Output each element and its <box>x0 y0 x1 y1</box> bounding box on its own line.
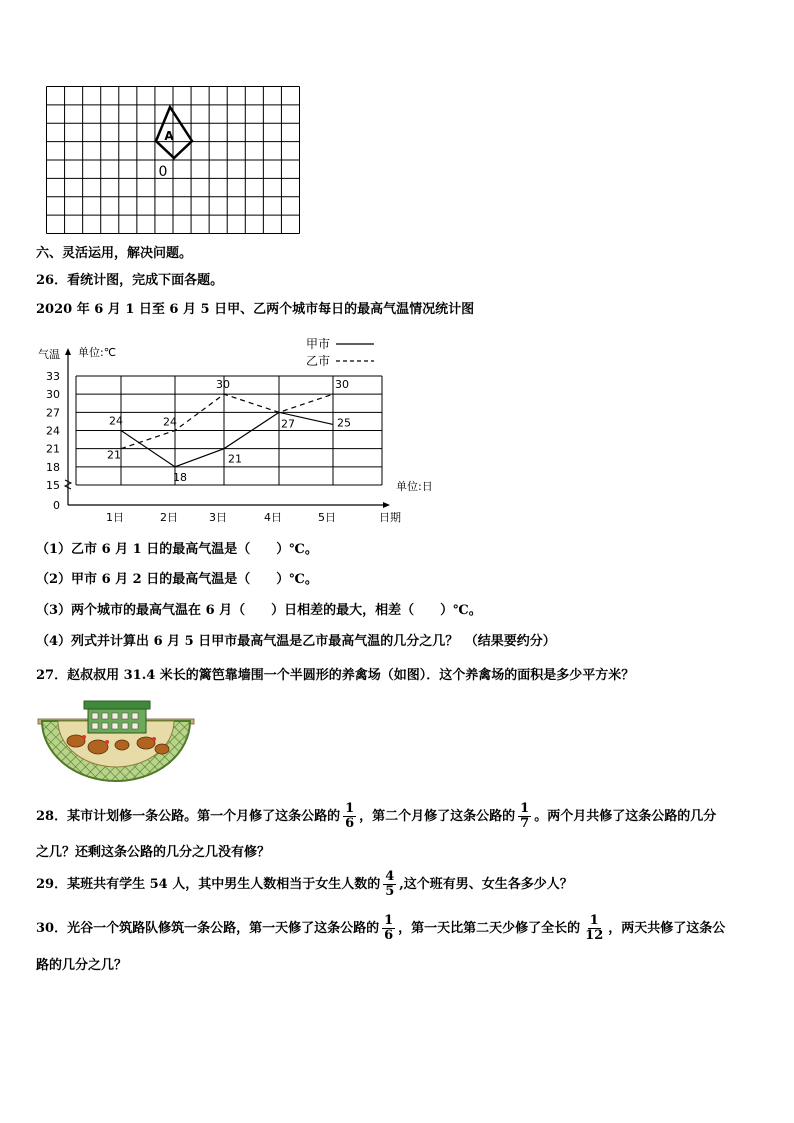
q28-part3: 。两个月共修了这条公路的几分 <box>534 809 717 824</box>
q28-fraction-2 <box>518 802 531 831</box>
q26-sub3: （3）两个城市的最高气温在 6 月（ ）日相差的最大，相差（ ）℃。 <box>36 603 482 618</box>
grid-figure <box>46 86 300 234</box>
q28-part1: 28．某市计划修一条公路。第一个月修了这条公路的 <box>36 809 341 824</box>
x-tick-label: 5日 <box>318 511 336 524</box>
grid-figure-svg <box>46 86 300 234</box>
q30-part2: ，第一天比第二天少修了全长的 <box>398 921 581 936</box>
q28-frac2-numerator: 1 <box>520 801 530 816</box>
y-axis-arrow <box>65 348 71 355</box>
y-tick-label: 15 <box>46 479 60 492</box>
data-label: 27 <box>281 417 295 431</box>
data-label: 30 <box>335 378 349 392</box>
x-axis-title: 日期 <box>379 511 401 524</box>
x-tick-label: 4日 <box>264 511 282 524</box>
q26-sub2: （2）甲市 6 月 2 日的最高气温是（ ）℃。 <box>36 572 318 587</box>
q30-frac1-numerator: 1 <box>384 913 394 928</box>
y-tick-label: 24 <box>46 424 60 438</box>
y-tick-label: 18 <box>46 460 60 474</box>
q28-frac1-numerator: 1 <box>345 801 355 816</box>
grid-lines <box>47 87 300 234</box>
legend-label: 甲市 <box>306 337 331 351</box>
q28-part2: ，第二个月修了这条公路的 <box>359 809 516 824</box>
y-tick-label: 21 <box>46 442 60 456</box>
temperature-chart <box>36 330 456 530</box>
data-label: 18 <box>173 470 187 484</box>
q28-fraction-1 <box>343 802 356 831</box>
y-axis-unit: 单位:℃ <box>78 346 117 359</box>
q27-text: 27．赵叔叔用 31.4 米长的篱笆靠墙围一个半圆形的养禽场（如图）．这个养禽场的面积是多少平方米？ <box>36 668 635 683</box>
q26-sub4: （4）列式并计算出 6 月 5 日甲市最高气温是乙市最高气温的几分之几？ （结果要约分） <box>36 634 556 649</box>
q29-fraction <box>383 870 396 899</box>
q30-fraction-2 <box>583 914 605 943</box>
q30-fraction-1 <box>382 914 395 943</box>
q29-part2: ,这个班有男、女生各多少人？ <box>399 877 573 892</box>
q26-heading: 26．看统计图，完成下面各题。 <box>36 273 224 288</box>
data-label: 21 <box>107 448 121 462</box>
q30-part1: 30．光谷一个筑路队修筑一条公路，第一天修了这条公路的 <box>36 921 380 936</box>
q30-line2: 路的几分之几？ <box>36 958 128 973</box>
poultry-farm-svg <box>36 697 196 785</box>
q30-part3: ，两天共修了这条公 <box>608 921 726 936</box>
y-tick-label: 27 <box>46 406 60 420</box>
q30-frac1-denominator: 6 <box>384 928 394 943</box>
q28-line1 <box>36 799 716 835</box>
y-tick-label: 33 <box>46 370 60 383</box>
q28-frac2-denominator: 7 <box>520 816 530 831</box>
axis-break-mark <box>65 480 71 489</box>
chart-title: 2020 年 6 月 1 日至 6 月 5 日甲、乙两个城市每日的最高气温情况统计图 <box>36 302 475 317</box>
data-label: 25 <box>337 416 351 430</box>
data-label: 24 <box>163 415 177 429</box>
data-label: 30 <box>216 378 230 392</box>
legend-label: 乙市 <box>306 354 331 368</box>
x-axis-unit: 单位:日 <box>396 480 433 493</box>
q28-line2: 之几？还剩这条公路的几分之几没有修？ <box>36 845 271 860</box>
q29-frac-numerator: 4 <box>385 869 395 884</box>
q30-line1 <box>36 911 725 947</box>
y-tick-label: 30 <box>46 388 60 402</box>
x-tick-label: 1日 <box>106 511 124 524</box>
shape-a-label: A <box>164 129 174 143</box>
shape-a-polygon <box>156 107 192 158</box>
y-tick-label: 0 <box>53 499 60 512</box>
x-tick-label: 2日 <box>160 511 178 524</box>
q29-frac-denominator: 5 <box>385 884 395 899</box>
y-axis-title: 气温 <box>38 348 60 361</box>
q28-frac1-denominator: 6 <box>345 816 355 831</box>
q29-part1: 29．某班共有学生 54 人，其中男生人数相当于女生人数的 <box>36 877 381 892</box>
origin-label: 0 <box>158 164 168 180</box>
data-label: 24 <box>109 414 123 428</box>
x-tick-label: 3日 <box>209 511 227 524</box>
temperature-chart-svg <box>36 330 456 530</box>
data-label: 21 <box>228 452 242 466</box>
series-line-jia <box>121 412 333 466</box>
q30-frac2-denominator: 12 <box>585 928 604 943</box>
section-six-heading: 六、灵活运用，解决问题。 <box>36 246 193 261</box>
poultry-farm-illustration <box>36 697 196 785</box>
x-axis-arrow <box>383 502 390 508</box>
q30-frac2-numerator: 1 <box>589 913 599 928</box>
q26-sub1: （1）乙市 6 月 1 日的最高气温是（ ）℃。 <box>36 542 318 557</box>
series-line-yi <box>121 394 333 449</box>
q29-line <box>36 867 573 903</box>
